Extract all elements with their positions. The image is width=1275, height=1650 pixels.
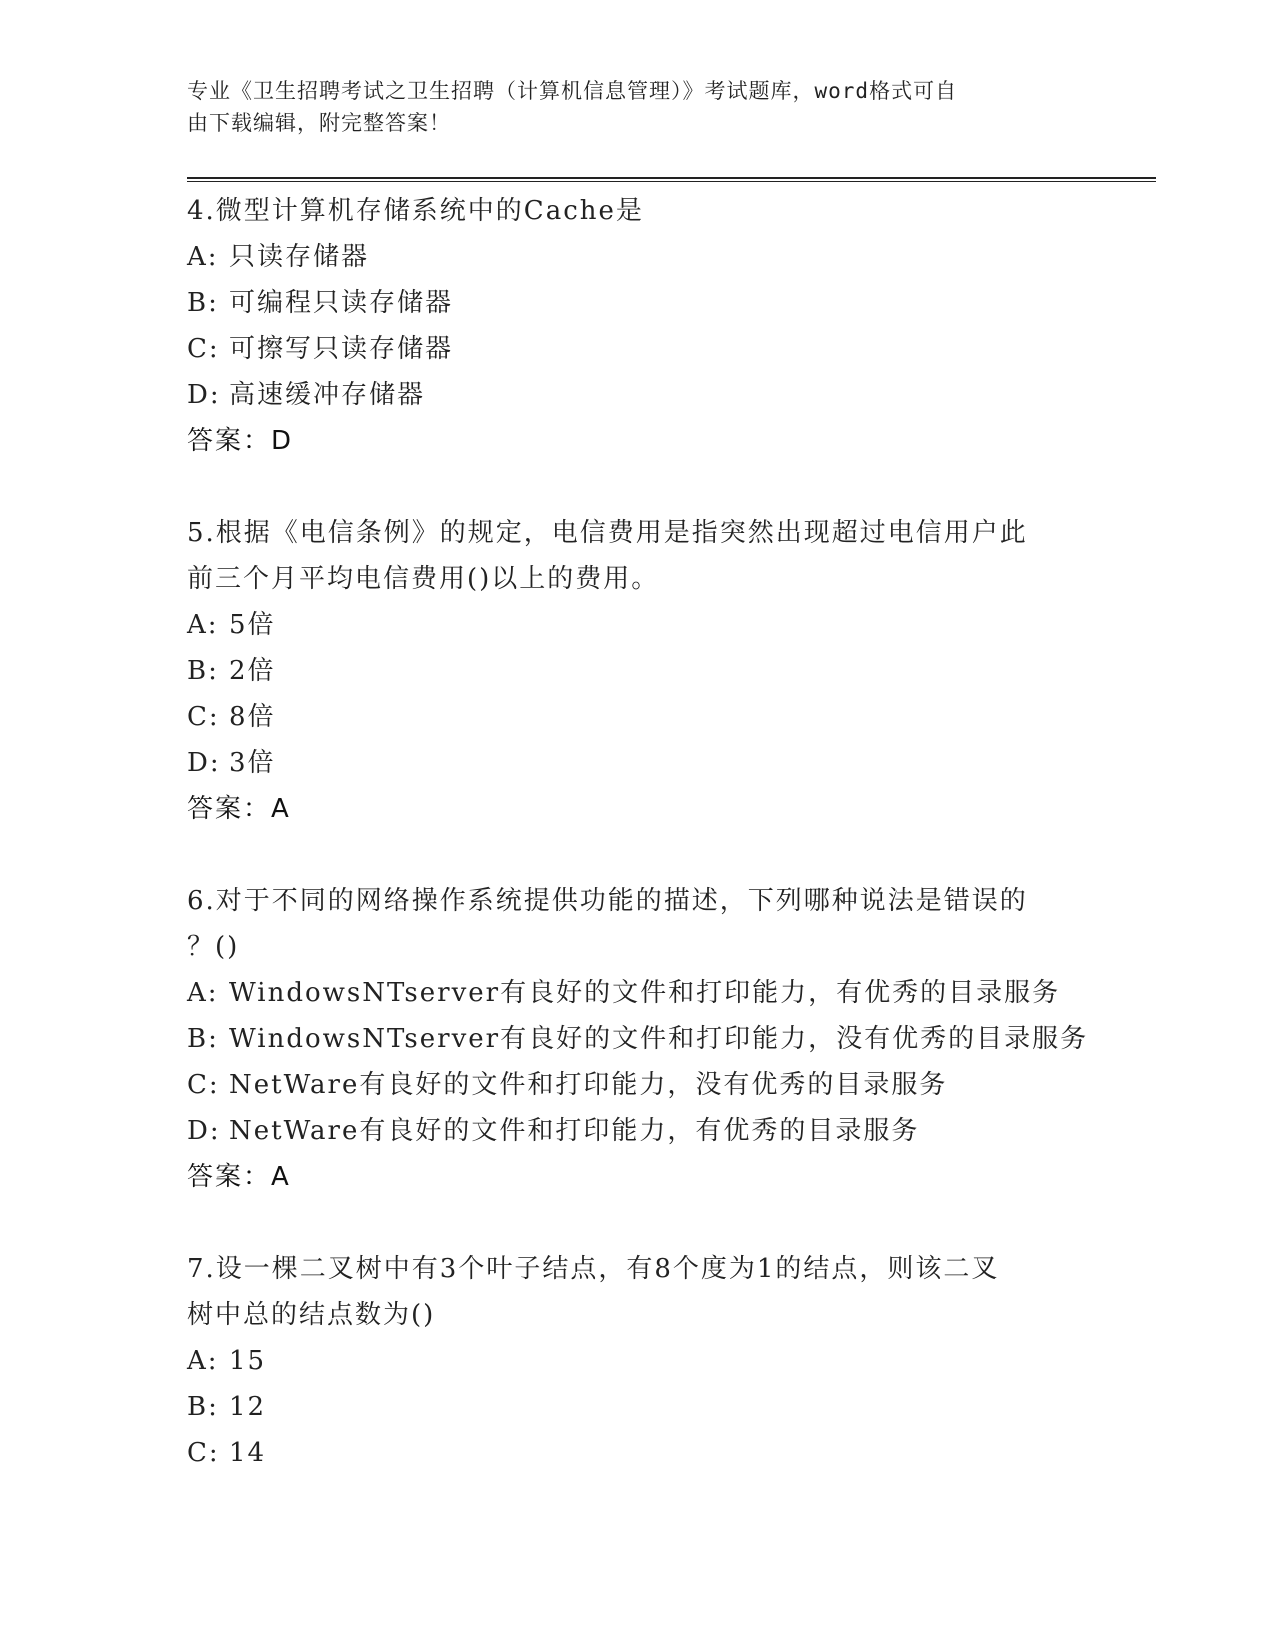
question-6 — [187, 878, 1087, 1200]
option-label: A: — [187, 242, 219, 272]
question-stem-cont: 前三个月平均电信费用()以上的费用。 — [187, 564, 660, 594]
spacer — [187, 1200, 1087, 1246]
option-b — [187, 1016, 1087, 1062]
option-text: 12 — [229, 1392, 267, 1422]
option-label: B: — [187, 656, 219, 686]
option-c — [187, 694, 1087, 740]
option-text: 14 — [229, 1438, 267, 1468]
option-label: A: — [187, 1346, 219, 1376]
option-a — [187, 234, 1087, 280]
option-text: 2倍 — [229, 656, 276, 686]
question-stem: 5.根据《电信条例》的规定，电信费用是指突然出现超过电信用户此 — [187, 518, 1028, 548]
option-text: WindowsNTserver有良好的文件和打印能力，有优秀的目录服务 — [229, 978, 1061, 1008]
option-text: NetWare有良好的文件和打印能力，有优秀的目录服务 — [229, 1116, 920, 1146]
option-a — [187, 970, 1087, 1016]
option-a — [187, 1338, 1087, 1384]
option-text: NetWare有良好的文件和打印能力，没有优秀的目录服务 — [229, 1070, 948, 1100]
option-label: C: — [187, 1438, 220, 1468]
answer-line: 答案：D — [187, 426, 294, 456]
spacer — [187, 832, 1087, 878]
header-line-2: 由下载编辑，附完整答案！ — [187, 111, 451, 135]
option-text: 可编程只读存储器 — [229, 288, 454, 318]
header-divider-thin — [187, 181, 1156, 182]
question-stem-cont: ？() — [187, 932, 240, 962]
question-list — [187, 188, 1087, 1476]
option-a — [187, 602, 1087, 648]
option-c — [187, 326, 1087, 372]
option-d — [187, 740, 1087, 786]
option-label: C: — [187, 334, 220, 364]
option-text: 15 — [229, 1346, 267, 1376]
option-label: C: — [187, 702, 220, 732]
option-text: 5倍 — [229, 610, 276, 640]
option-label: D: — [187, 748, 221, 778]
question-stem: 6.对于不同的网络操作系统提供功能的描述，下列哪种说法是错误的 — [187, 886, 1028, 916]
option-c — [187, 1430, 1087, 1476]
answer-line: 答案：A — [187, 1162, 291, 1192]
option-label: D: — [187, 1116, 221, 1146]
question-stem: 7.设一棵二叉树中有3个叶子结点，有8个度为1的结点，则该二叉 — [187, 1254, 1000, 1284]
question-stem: 4.微型计算机存储系统中的Cache是 — [187, 196, 644, 226]
option-text: 高速缓冲存储器 — [229, 380, 426, 410]
option-label: B: — [187, 288, 219, 318]
option-d — [187, 372, 1087, 418]
option-text: 只读存储器 — [229, 242, 370, 272]
option-text: 8倍 — [229, 702, 276, 732]
option-label: D: — [187, 380, 221, 410]
option-d — [187, 1108, 1087, 1154]
option-label: A: — [187, 610, 219, 640]
header-divider-thick — [187, 177, 1156, 179]
option-c — [187, 1062, 1087, 1108]
option-label: C: — [187, 1070, 220, 1100]
spacer — [187, 464, 1087, 510]
option-label: A: — [187, 978, 219, 1008]
option-b — [187, 648, 1087, 694]
question-stem-cont: 树中总的结点数为() — [187, 1300, 436, 1330]
question-5 — [187, 510, 1087, 832]
option-text: 可擦写只读存储器 — [229, 334, 454, 364]
option-b — [187, 1384, 1087, 1430]
option-b — [187, 280, 1087, 326]
answer-line: 答案：A — [187, 794, 291, 824]
question-4 — [187, 188, 1087, 464]
option-text: 3倍 — [229, 748, 276, 778]
option-text: WindowsNTserver有良好的文件和打印能力，没有优秀的目录服务 — [229, 1024, 1089, 1054]
option-label: B: — [187, 1024, 219, 1054]
question-7 — [187, 1246, 1087, 1476]
document-header — [187, 75, 1067, 139]
header-line-1: 专业《卫生招聘考试之卫生招聘（计算机信息管理）》考试题库，word格式可自 — [187, 79, 958, 103]
option-label: B: — [187, 1392, 219, 1422]
